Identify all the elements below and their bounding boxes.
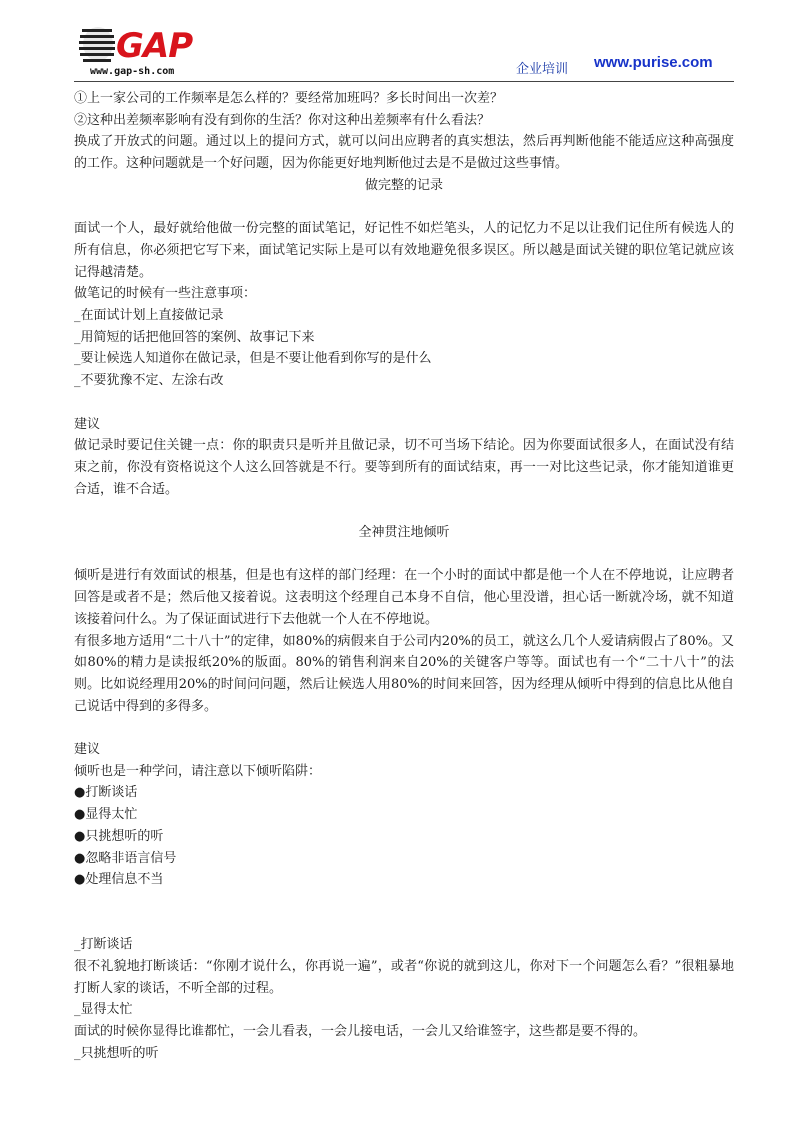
- blank-line: [74, 544, 734, 566]
- paragraph: 倾听是进行有效面试的根基，但是也有这样的部门经理：在一个小时的面试中都是他一个人在不停地说，让应聘者回答是或者不是；然后他又接着说。这表明这个经理自己本身不自信，他心里没谱，担心话一断就冷场，就不知道该接着问什么。为了保证面试进行下去他就一个人在不停地说。: [74, 568, 734, 627]
- list-item: _要让候选人知道你在做记录，但是不要让他看到你写的是什么: [74, 351, 432, 367]
- blank-line: [74, 392, 734, 414]
- paragraph: ①上一家公司的工作频率是怎么样的？要经常加班吗？多长时间出一次差？: [74, 91, 504, 106]
- training-label: 企业培训: [516, 62, 569, 77]
- subheading: 建议: [74, 742, 101, 758]
- gap-logo: [74, 20, 214, 82]
- paragraph: 面试的时候你显得比谁都忙，一会儿看表，一会儿接电话，一会儿又给谁签字，这些都是要不得的。: [74, 1024, 647, 1040]
- paragraph: 倾听也是一种学问，请注意以下倾听陷阱：: [74, 763, 322, 779]
- blank-line: [74, 197, 734, 219]
- subheading: _显得太忙: [74, 1002, 133, 1018]
- bullet-item: ●忽略非语言信号: [74, 850, 177, 866]
- section-heading: 做完整的记录: [364, 177, 443, 193]
- bullet-item: ●处理信息不当: [74, 872, 164, 888]
- page-header: [74, 20, 734, 82]
- blank-line: [74, 500, 734, 522]
- blank-line: [74, 717, 734, 739]
- gap-logo-graphic: [74, 20, 214, 68]
- blank-line: [74, 913, 734, 935]
- site-url-link[interactable]: www.purise.com: [594, 54, 713, 71]
- blank-line: [74, 891, 734, 913]
- list-item: _在面试计划上直接做记录: [74, 308, 224, 324]
- subheading: _打断谈话: [74, 937, 133, 953]
- list-item: _用简短的话把他回答的案例、故事记下来: [74, 329, 315, 345]
- logo-url: www.gap-sh.com: [90, 66, 175, 77]
- paragraph: 做记录时要记住关键一点：你的职责只是听并且做记录，切不可当场下结论。因为你要面试很多人，在面试没有结束之前，你没有资格说这个人这么回答就是不行。要等到所有的面试结束，再一一对比这些记录，你才能知道谁更合适，谁不合适。: [74, 438, 734, 497]
- bullet-item: ●打断谈话: [74, 785, 138, 801]
- paragraph: 很不礼貌地打断谈话：“你刚才说什么，你再说一遍”，或者“你说的就到这儿，你对下一个问题怎么看？”很粗暴地打断人家的谈话，不听全部的过程。: [74, 959, 734, 996]
- subheading: 建议: [74, 416, 101, 432]
- paragraph: 做笔记的时候有一些注意事项：: [74, 286, 257, 302]
- header-divider: [74, 81, 734, 82]
- paragraph: 有很多地方适用“二十八十”的定律，如80%的病假来自于公司内20%的员工，就这么几个人爱请病假占了80%。又如80%的精力是读报纸20%的版面。80%的销售利润来自20%的关键客户等等。面试也有一个“二十八十”的法则。比如说经理用20%的时间问问题，然后让候选人用80%的时间来回答，因为经理从倾听中得到的信息比从他自己说话中得到的多得多。: [74, 633, 734, 714]
- paragraph: 面试一个人，最好就给他做一份完整的面试笔记，好记性不如烂笔头，人的记忆力不足以让我们记住所有候选人的所有信息，你必须把它写下来，面试笔记实际上是可以有效地避免很多误区。所以越是面试关键的职位笔记就应该记得越清楚。: [74, 221, 734, 280]
- paragraph: 换成了开放式的问题。通过以上的提问方式，就可以问出应聘者的真实想法，然后再判断他能不能适应这种高强度的工作。这种问题就是一个好问题，因为你能更好地判断他过去是不是做过这些事情。: [74, 134, 734, 172]
- bullet-item: ●显得太忙: [74, 807, 138, 823]
- paragraph: ②这种出差频率影响有没有到你的生活？你对这种出差频率有什么看法？: [74, 112, 491, 128]
- list-item: _不要犹豫不定、左涂右改: [74, 373, 224, 389]
- section-heading: 全神贯注地倾听: [358, 525, 450, 541]
- subheading: _只挑想听的听: [74, 1045, 159, 1061]
- document-body: [74, 88, 734, 1065]
- bullet-item: ●只挑想听的听: [74, 828, 164, 844]
- svg-text:GAP: GAP: [116, 26, 193, 66]
